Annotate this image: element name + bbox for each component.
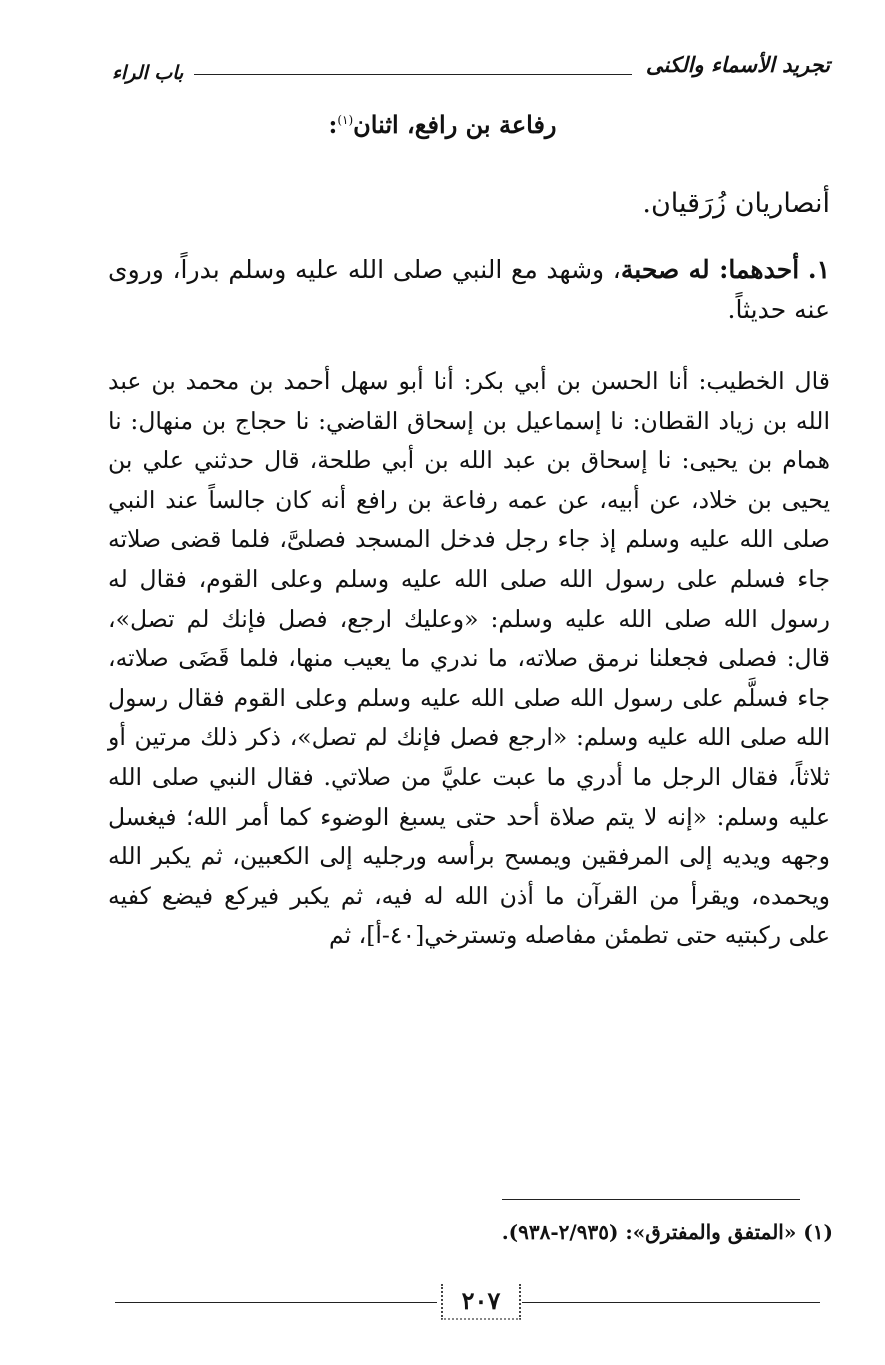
footer-rule-right xyxy=(522,1302,820,1303)
page-footer xyxy=(115,1282,820,1322)
entry-title-suffix: : xyxy=(328,110,338,139)
footnote-separator xyxy=(502,1199,800,1200)
entry-title xyxy=(110,110,775,139)
header-rule xyxy=(194,74,632,75)
book-title: تجريد الأسماء والكنى xyxy=(645,52,830,77)
item-1-paragraph xyxy=(108,250,830,330)
chapter-name: باب الراء xyxy=(112,62,184,84)
footnote: (١) «المتفق والمفترق»: (٢/٩٣٥-٩٣٨). xyxy=(501,1220,833,1244)
entry-title-text: رفاعة بن رافع، اثنان xyxy=(353,110,557,139)
footnote-marker: (١) xyxy=(337,113,354,127)
item-text: ، وشهد مع النبي صلى الله عليه وسلم بدراً، وروى عنه حديثاً. xyxy=(108,255,830,324)
page-number: ٢٠٧ xyxy=(441,1284,521,1320)
item-number: ١. xyxy=(807,255,831,284)
footer-rule-left xyxy=(115,1302,437,1303)
item-lead: أحدهما: له صحبة xyxy=(620,255,800,284)
hadith-paragraph: قال الخطيب: أنا الحسن بن أبي بكر: أنا أبو سهل أحمد بن محمد بن عبد الله بن زياد القطان: نا إسماعيل بن إسحاق القاضي: نا حجاج بن منهال: نا همام بن يحيى: نا إسحاق بن عبد الله بن أبي طلحة، قال حدثني علي بن يحيى بن خلاد، عن أبيه، عن عمه رفاعة بن رافع أنه كان جالساً عند النبي صلى الله عليه وسلم إذ جاء رجل فدخل المسجد فصلىَّ، فلما قضى صلاته جاء فسلم على رسول الله صلى الله عليه وسلم وعلى القوم، فقال له رسول الله صلى الله عليه وسلم: «وعليك ارجع، فصل فإنك لم تصل»، قال: فصلى فجعلنا نرمق صلاته، ما ندري ما يعيب منها، فلما قَضَى صلاته، جاء فسلَّم على رسول الله صلى الله عليه وسلم وعلى القوم فقال رسول الله صلى الله عليه وسلم: «ارجع فصل فإنك لم تصل»، ذكر ذلك مرتين أو ثلاثاً، فقال الرجل ما أدري ما عبت عليَّ من صلاتي. فقال النبي صلى الله عليه وسلم: «إنه لا يتم صلاة أحد حتى يسبغ الوضوء كما أمر الله؛ فيغسل وجهه ويديه إلى المرفقين ويمسح برأسه ورجليه إلى الكعبين، ثم يكبر الله ويحمده، ويقرأ من القرآن ما أذن الله له فيه، ثم يكبر فيركع فيضع كفيه على ركبتيه حتى تطمئن مفاصله وتسترخي[٤٠-أ]، ثم xyxy=(108,367,830,950)
intro-paragraph: أنصاريان زُرَقيان. xyxy=(642,188,830,219)
running-header xyxy=(112,52,830,86)
